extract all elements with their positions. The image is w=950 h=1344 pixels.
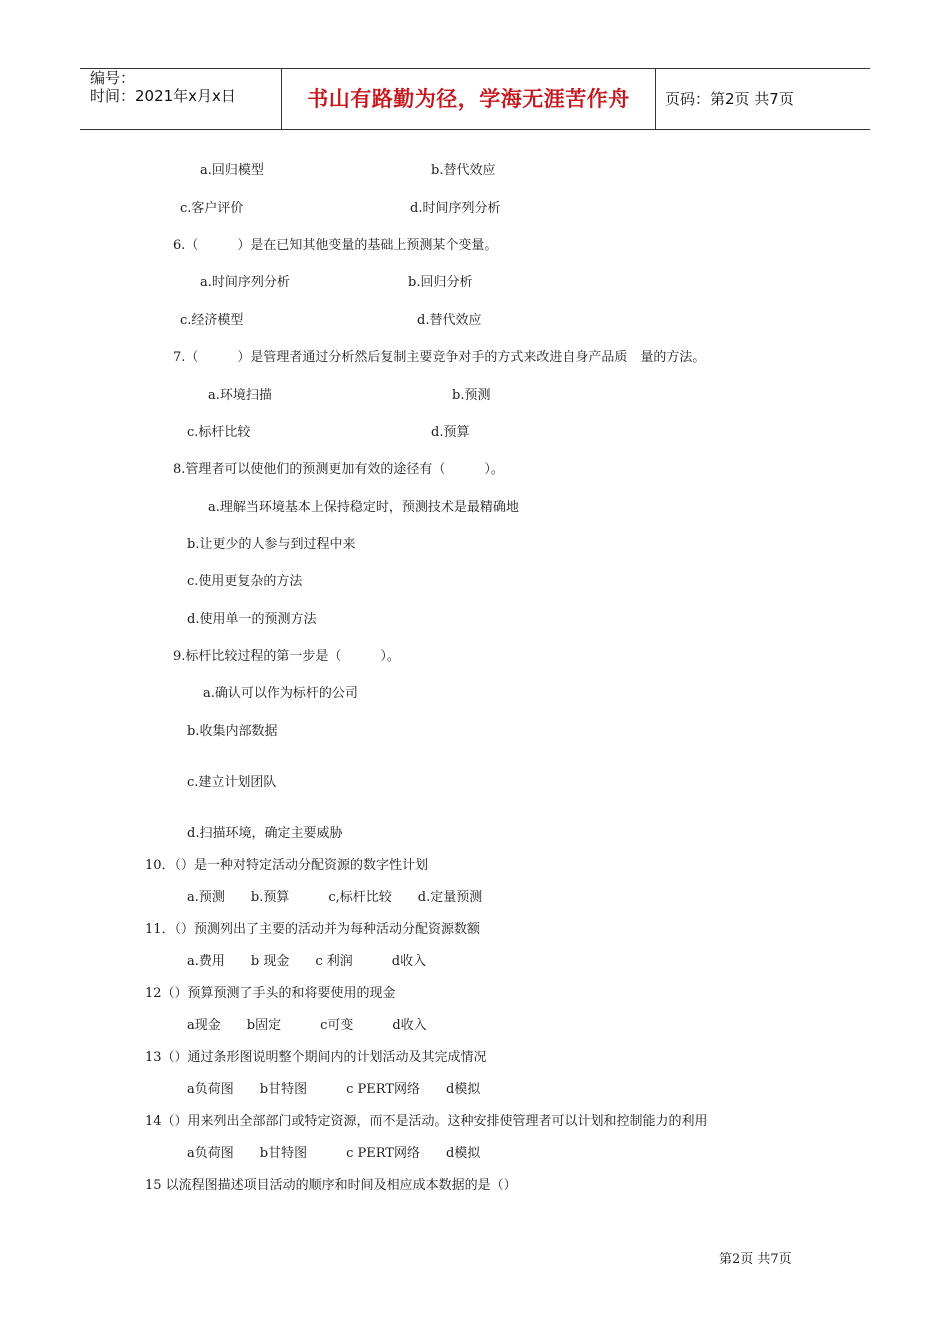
question-option: d.时间序列分析 [410,201,501,216]
header-page-number: 页码：第2页 共7页 [665,90,794,108]
question-option: b.收集内部数据 [187,724,278,739]
question-stem: 11．（）预测列出了主要的活动并为每种活动分配资源数额 [145,922,481,937]
header-divider [655,69,656,129]
question-stem: 10．（）是一种对特定活动分配资源的数字性计划 [145,858,429,873]
question-stem: 8.管理者可以使他们的预测更加有效的途径有（ ）。 [173,462,504,477]
question-option: c.建立计划团队 [187,775,277,790]
question-options-row: a负荷图 b甘特图 c PERT网络 d模拟 [187,1082,481,1097]
document-number-label: 编号： [90,69,136,87]
page-footer-number: 第2页 共7页 [719,1252,792,1267]
question-option: b.替代效应 [431,163,496,178]
question-option: b.回归分析 [408,275,473,290]
question-option: a.时间序列分析 [200,275,290,290]
document-date-label: 时间：2021年x月x日 [90,87,236,105]
question-option: d.替代效应 [417,313,482,328]
question-option: c.经济模型 [180,313,244,328]
question-option: a.环境扫描 [208,388,272,403]
question-options-row: a负荷图 b甘特图 c PERT网络 d模拟 [187,1146,481,1161]
question-options-row: a现金 b固定 c可变 d收入 [187,1018,427,1033]
question-option: d.预算 [431,425,470,440]
question-stem: 9.标杆比较过程的第一步是（ ）。 [173,649,400,664]
question-options-row: a.费用 b 现金 c 利润 d收入 [187,954,427,969]
question-option: c.使用更复杂的方法 [187,574,303,589]
question-option: a.确认可以作为标杆的公司 [203,686,358,701]
question-stem: 14（）用来列出全部部门或特定资源，而不是活动。这种安排使管理者可以计划和控制能力的利用 [145,1114,708,1129]
question-stem: 7.（ ）是管理者通过分析然后复制主要竞争对手的方式来改进自身产品质 量的方法。 [173,350,706,365]
header-motto: 书山有路勤为径，学海无涯苦作舟 [307,87,630,111]
question-option: c.客户评价 [180,201,244,216]
question-stem: 12（）预算预测了手头的和将要使用的现金 [145,986,396,1001]
question-option: b.让更少的人参与到过程中来 [187,537,356,552]
page-header [80,68,870,130]
question-options-row: a.预测 b.预算 c,标杆比较 d.定量预测 [187,890,483,905]
header-meta [90,69,236,105]
question-option: a.理解当环境基本上保持稳定时，预测技术是最精确地 [208,500,519,515]
question-option: d.扫描环境，确定主要威胁 [187,826,343,841]
question-stem: 13（）通过条形图说明整个期间内的计划活动及其完成情况 [145,1050,487,1065]
question-option: a.回归模型 [200,163,264,178]
question-stem: 6.（ ）是在已知其他变量的基础上预测某个变量。 [173,238,498,253]
question-stem: 15 以流程图描述项目活动的顺序和时间及相应成本数据的是（） [145,1178,517,1193]
question-option: d.使用单一的预测方法 [187,612,317,627]
question-option: c.标杆比较 [187,425,251,440]
question-option: b.预测 [452,388,491,403]
